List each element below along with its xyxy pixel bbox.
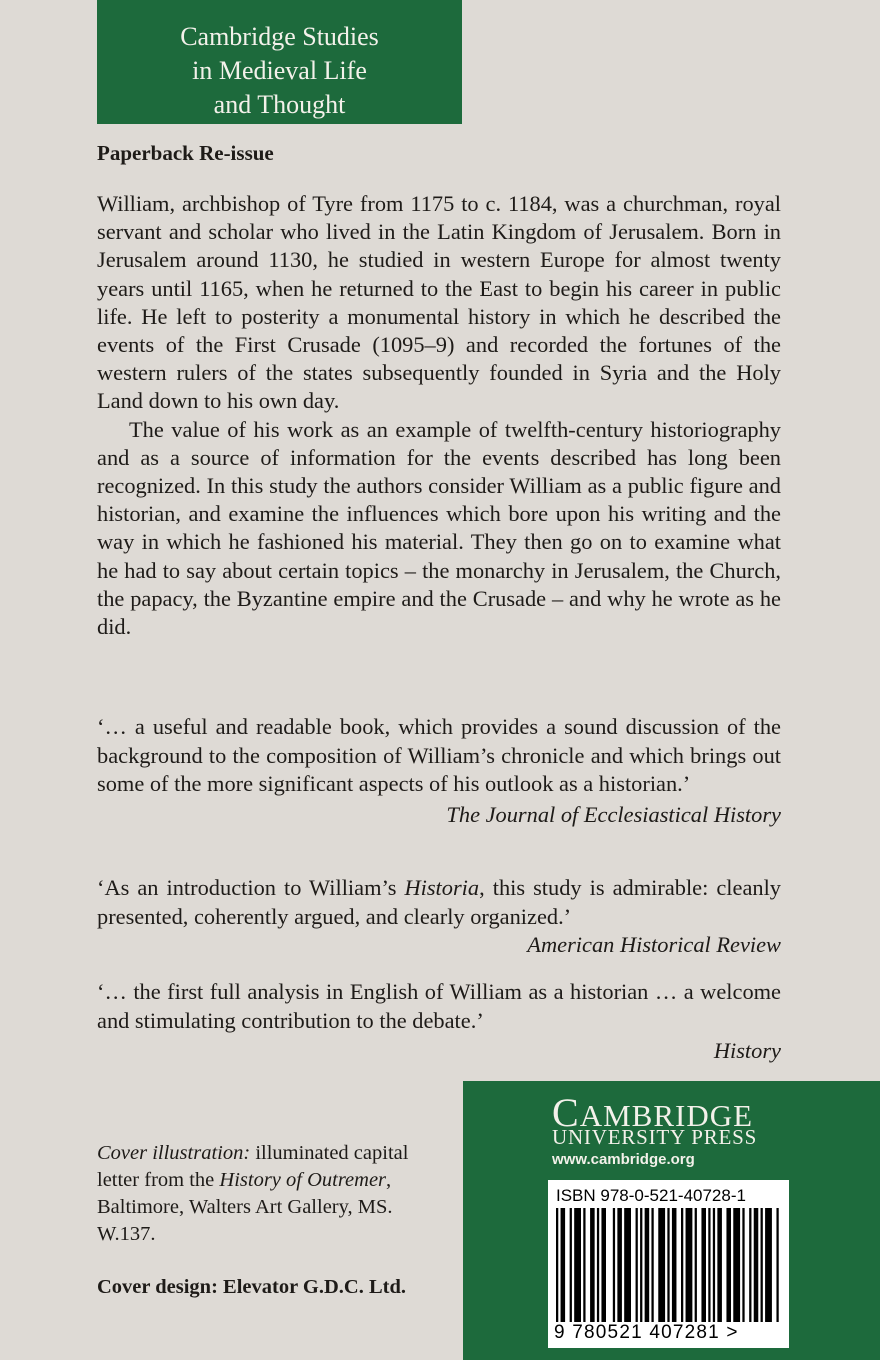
series-title-line-2: in Medieval Life <box>192 56 367 85</box>
cover-design-credit: Cover design: Elevator G.D.C. Ltd. <box>97 1276 407 1298</box>
barcode-panel <box>548 1180 789 1348</box>
barcode-bar <box>651 1208 653 1322</box>
review-quote-1 <box>97 713 781 829</box>
review-source-1: The Journal of Ecclesiastical History <box>446 801 781 827</box>
barcode-bar <box>667 1208 669 1322</box>
publisher-box <box>463 1081 880 1360</box>
barcode-bar <box>590 1208 595 1322</box>
review-text-3: ‘… the first full analysis in English of William as a historian … a welcome and stimulating contribution to the debate.’ <box>97 979 781 1033</box>
cover-illustration-text-a: illuminated capital letter from the <box>97 1142 409 1191</box>
barcode-bar <box>681 1208 683 1322</box>
barcode-bar <box>695 1208 697 1322</box>
barcode-bar <box>765 1208 772 1322</box>
barcode-bar <box>742 1208 744 1322</box>
review-text-2-start: ‘As an introduction to William’s <box>97 875 405 900</box>
barcode-bar <box>686 1208 693 1322</box>
barcode-bar <box>645 1208 650 1322</box>
barcode-bar <box>597 1208 599 1322</box>
publisher-name-rest: AMBRIDGE <box>579 1098 754 1133</box>
barcode-bar <box>658 1208 665 1322</box>
barcode-bar <box>713 1208 715 1322</box>
barcode-bar <box>726 1208 731 1322</box>
barcode-bar <box>601 1208 606 1322</box>
description-paragraph-1: William, archbishop of Tyre from 1175 to c. 1184, was a churchman, royal servant and scholar who lived in the Latin Kingdom of Jerusalem. Born in Jerusalem around 1130, he studied in western Europe for almost twenty years until 1165, when he returned to the East to begin his career in public life. He left to posterity a monumental history in which he described the events of the First Crusade (1095–9) and recorded the fortunes of the western rulers of the states subsequently founded in Syria and the Holy Land down to his own day. <box>97 191 781 414</box>
publisher-website: www.cambridge.org <box>552 1151 695 1168</box>
barcode-bar <box>761 1208 763 1322</box>
barcode-icon <box>556 1208 781 1322</box>
barcode-bar <box>583 1208 585 1322</box>
reissue-label: Paperback Re-issue <box>97 141 274 165</box>
barcode-bar <box>701 1208 706 1322</box>
review-text-1: ‘… a useful and readable book, which provides a sound discussion of the background to the composition of William’s chronicle and which brings out some of the more significant aspects of his outlook as a historian.’ <box>97 714 781 797</box>
review-text-2-end: , this study is admirable: cleanly presented, coherently argued, and clearly organized.’ <box>97 875 781 929</box>
barcode-bar <box>570 1208 572 1322</box>
barcode-bar <box>613 1208 615 1322</box>
description-paragraph-2: The value of his work as an example of twelfth-century historiography and as a source of information for the events described has long been recognized. In this study the authors consider William as a public figure and historian, and examine the influences which bore upon his writing and the way in which he fashioned his material. They then go on to examine what he had to say about certain topics – the monarchy in Jerusalem, the Church, the papacy, the Byzantine empire and the Crusade – and why he wrote as he did. <box>97 416 781 640</box>
barcode-bar <box>561 1208 566 1322</box>
review-text-2 <box>97 874 781 931</box>
barcode-digits: 9 780521 407281 > <box>554 1322 739 1343</box>
cover-illustration-text-b: , Baltimore, Walters Art Gallery, MS. W.137. <box>97 1169 393 1245</box>
isbn-label: ISBN 978-0-521-40728-1 <box>556 1186 746 1205</box>
barcode-bar <box>574 1208 581 1322</box>
review-quote-3 <box>97 978 781 1066</box>
publisher-press-label: UNIVERSITY PRESS <box>552 1125 758 1149</box>
barcode-bar <box>749 1208 751 1322</box>
barcode-bar <box>717 1208 722 1322</box>
barcode-bar <box>776 1208 778 1322</box>
review-quote-2 <box>97 874 781 960</box>
publisher-name-initial: C <box>552 1090 580 1135</box>
barcode-bar <box>624 1208 631 1322</box>
barcode-bar <box>640 1208 642 1322</box>
barcode-bar <box>556 1208 558 1322</box>
cover-illustration-title: History of Outremer <box>219 1169 387 1191</box>
barcode-bar <box>733 1208 740 1322</box>
review-text-2-title: Historia <box>404 875 480 900</box>
cover-illustration-credit <box>97 1140 442 1248</box>
series-title-line-1: Cambridge Studies <box>180 22 379 51</box>
barcode-bar <box>708 1208 710 1322</box>
cover-illustration-label: Cover illustration: <box>97 1142 251 1164</box>
series-title-line-3: and Thought <box>213 90 346 119</box>
book-description <box>97 190 781 641</box>
barcode-bar <box>672 1208 677 1322</box>
review-source-2: American Historical Review <box>527 932 781 958</box>
barcode-bar <box>636 1208 638 1322</box>
series-title-box <box>97 0 462 124</box>
barcode-bar <box>617 1208 622 1322</box>
review-source-3: History <box>713 1038 781 1064</box>
barcode-bar <box>754 1208 759 1322</box>
